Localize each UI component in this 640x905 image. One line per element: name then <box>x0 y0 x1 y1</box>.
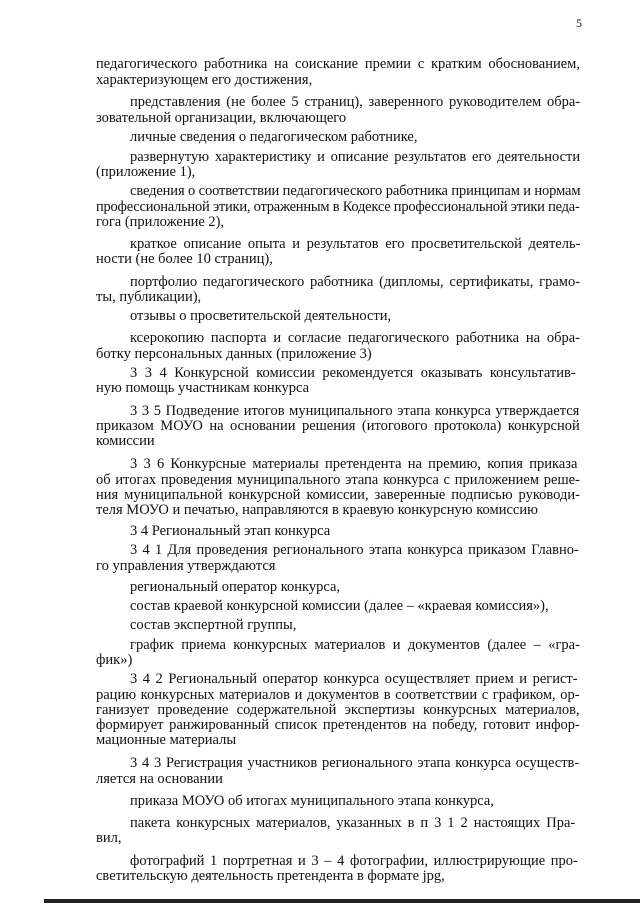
text-line: формирует ранжированный список претендентов на победу, готовит инфор- <box>96 717 580 733</box>
text-line: личные сведения о педагогическом работнике, <box>130 129 418 145</box>
text-line: график приема конкурсных материалов и документов (далее – «гра- <box>130 637 580 653</box>
text-line: рацию конкурсных материалов и документов в соответствии с графиком, ор- <box>96 687 580 703</box>
text-line: 3 4 2 Региональный оператор конкурса осуществляет прием и регист- <box>130 671 578 687</box>
text-line: мационные материалы <box>96 732 237 748</box>
text-line: фотографий 1 портретная и 3 – 4 фотографии, иллюстрирующие про- <box>130 853 578 869</box>
text-line: приказом МОУО на основании решения (итогового протокола) конкурсной <box>96 418 580 434</box>
text-line: ганизует проведение содержательной экспертизы конкурсных материалов, <box>96 702 580 718</box>
text-line: пакета конкурсных материалов, указанных в п 3 1 2 настоящих Пра- <box>130 815 576 831</box>
text-line: сведения о соответствии педагогического работника принципам и нормам <box>130 183 581 199</box>
text-line: 3 4 1 Для проведения регионального этапа конкурса приказом Главно- <box>130 542 579 558</box>
text-line: состав экспертной группы, <box>130 617 297 633</box>
text-line: ботку персональных данных (приложение 3) <box>96 346 372 362</box>
text-line: региональный оператор конкурса, <box>130 579 341 595</box>
text-line: го управления утверждаются <box>96 558 276 574</box>
text-line: зовательной организации, включающего <box>96 110 347 126</box>
text-line: представления (не более 5 страниц), заверенного руководителем обра- <box>130 94 581 110</box>
text-line: ксерокопию паспорта и согласие педагогического работника на обра- <box>130 330 580 346</box>
text-line: ты, публикации), <box>96 289 202 305</box>
text-line: краткое описание опыта и результатов его просветительской деятель- <box>130 236 581 252</box>
text-line: теля МОУО и печатью, направляются в краевую конкурсную комиссию <box>96 502 538 518</box>
text-line: ности (не более 10 страниц), <box>96 251 273 267</box>
text-line: фик») <box>96 652 133 668</box>
text-line: ляется на основании <box>96 771 223 787</box>
page-number: 5 <box>576 16 582 30</box>
text-line: гога (приложение 2), <box>96 214 225 230</box>
text-line: отзывы о просветительской деятельности, <box>130 308 392 324</box>
text-line: 3 3 5 Подведение итогов муниципального этапа конкурса утверждается <box>130 403 580 419</box>
text-line: об итогах проведения муниципального этапа конкурса с приложением реше- <box>96 472 580 488</box>
text-line: вил, <box>96 830 122 846</box>
text-line: педагогического работника на соискание премии с кратким обоснованием, <box>96 56 580 72</box>
text-line: состав краевой конкурсной комиссии (далее – «краевая комиссия»), <box>130 598 549 614</box>
text-line: развернутую характеристику и описание результатов его деятельности <box>130 149 581 165</box>
text-line: характеризующем его достижения, <box>96 72 313 88</box>
text-line: (приложение 1), <box>96 164 196 180</box>
text-line: ния муниципальной конкурсной комиссии, заверенные подписью руководи- <box>96 487 580 503</box>
text-line: комиссии <box>96 433 155 449</box>
text-line: профессиональной этики, отраженным в Кодексе профессиональной этики педа- <box>96 199 580 215</box>
text-line: 3 4 3 Регистрация участников регионального этапа конкурса осуществ- <box>130 755 580 771</box>
text-line: 3 3 4 Конкурсной комиссии рекомендуется оказывать консультатив- <box>130 365 576 381</box>
bottom-rule <box>44 899 640 903</box>
text-line: портфолио педагогического работника (дипломы, сертификаты, грамо- <box>130 274 581 290</box>
text-line: 3 3 6 Конкурсные материалы претендента на премию, копия приказа <box>130 456 578 472</box>
text-line: приказа МОУО об итогах муниципального этапа конкурса, <box>130 793 494 809</box>
text-line: 3 4 Региональный этап конкурса <box>130 523 331 539</box>
text-line: светительскую деятельность претендента в формате jpg, <box>96 868 445 884</box>
text-line: ную помощь участникам конкурса <box>96 380 310 396</box>
